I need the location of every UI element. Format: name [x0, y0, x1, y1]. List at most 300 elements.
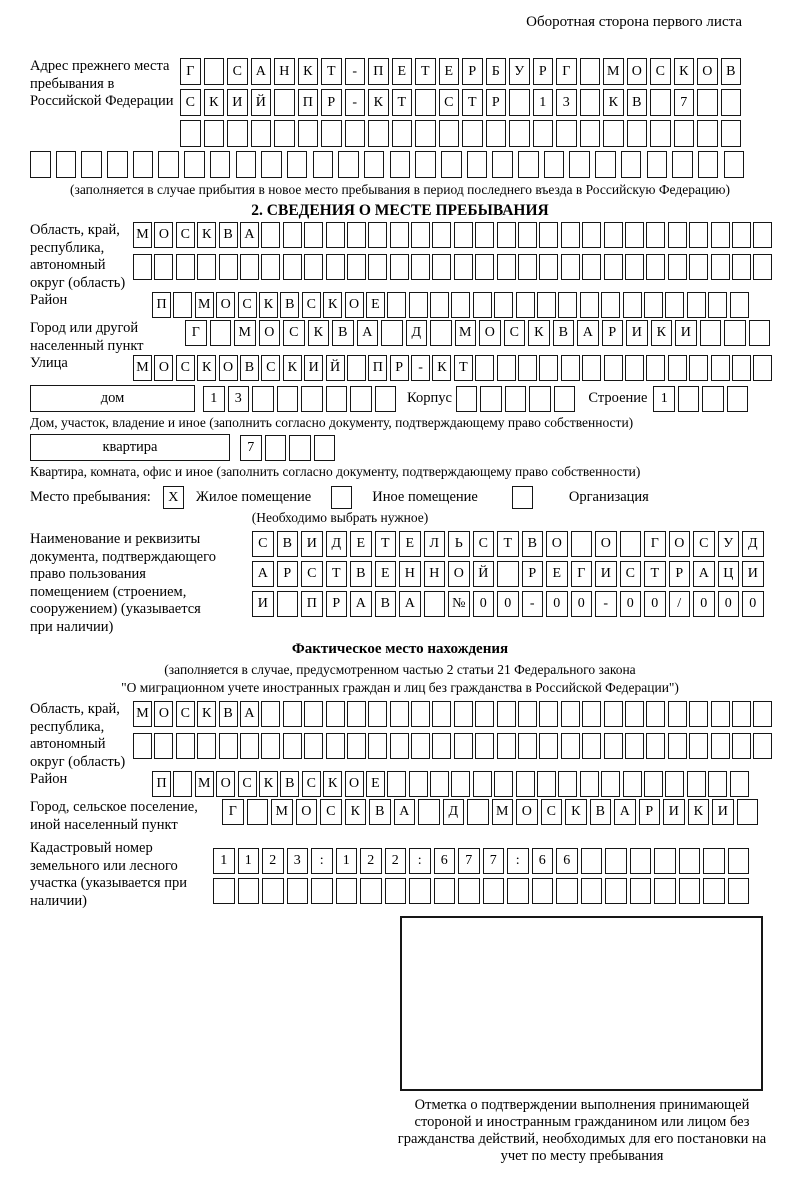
char-cell[interactable]: Е [350, 531, 372, 557]
char-cell[interactable] [277, 386, 299, 412]
char-cell[interactable]: - [595, 591, 617, 617]
char-cell[interactable]: И [663, 799, 685, 825]
char-cell[interactable]: 1 [653, 386, 675, 412]
char-cell[interactable] [347, 254, 366, 280]
char-cell[interactable] [133, 151, 154, 178]
char-cell[interactable] [689, 733, 708, 759]
char-cell[interactable] [518, 355, 537, 381]
char-cell[interactable] [727, 386, 749, 412]
char-cell[interactable]: С [238, 292, 257, 318]
char-cell[interactable] [368, 222, 387, 248]
char-cell[interactable]: О [627, 58, 648, 85]
char-cell[interactable] [210, 151, 231, 178]
char-cell[interactable] [605, 878, 627, 904]
char-cell[interactable]: : [409, 848, 431, 874]
char-cell[interactable] [454, 222, 473, 248]
char-cell[interactable] [678, 386, 700, 412]
char-cell[interactable] [467, 799, 489, 825]
char-cell[interactable]: О [345, 771, 364, 797]
char-cell[interactable] [411, 701, 430, 727]
char-cell[interactable]: Р [321, 89, 342, 116]
char-cell[interactable]: У [718, 531, 740, 557]
char-cell[interactable] [261, 733, 280, 759]
char-cell[interactable] [604, 701, 623, 727]
char-cell[interactable]: Л [424, 531, 446, 557]
char-cell[interactable]: С [176, 222, 195, 248]
char-cell[interactable]: П [152, 292, 171, 318]
char-cell[interactable] [475, 222, 494, 248]
char-cell[interactable] [580, 771, 599, 797]
char-cell[interactable] [582, 254, 601, 280]
char-cell[interactable]: К [603, 89, 624, 116]
char-cell[interactable] [390, 701, 409, 727]
char-cell[interactable] [261, 254, 280, 280]
char-cell[interactable] [646, 254, 665, 280]
char-cell[interactable] [703, 848, 725, 874]
char-cell[interactable] [451, 292, 470, 318]
char-cell[interactable] [180, 120, 201, 147]
char-cell[interactable] [625, 254, 644, 280]
char-cell[interactable]: И [227, 89, 248, 116]
char-cell[interactable] [432, 254, 451, 280]
char-cell[interactable] [654, 848, 676, 874]
char-cell[interactable]: - [345, 58, 366, 85]
char-cell[interactable] [81, 151, 102, 178]
char-cell[interactable]: О [345, 292, 364, 318]
char-cell[interactable] [197, 254, 216, 280]
char-cell[interactable]: А [357, 320, 379, 346]
char-cell[interactable]: В [627, 89, 648, 116]
char-cell[interactable] [236, 151, 257, 178]
char-cell[interactable] [533, 120, 554, 147]
char-cell[interactable] [697, 120, 718, 147]
char-cell[interactable] [368, 701, 387, 727]
char-cell[interactable]: Е [399, 531, 421, 557]
char-cell[interactable]: Т [415, 58, 436, 85]
char-cell[interactable]: О [595, 531, 617, 557]
char-cell[interactable] [581, 878, 603, 904]
char-cell[interactable]: К [323, 771, 342, 797]
char-cell[interactable]: : [507, 848, 529, 874]
char-cell[interactable]: 2 [262, 848, 284, 874]
char-cell[interactable]: Р [522, 561, 544, 587]
char-cell[interactable]: 7 [458, 848, 480, 874]
char-cell[interactable] [689, 254, 708, 280]
char-cell[interactable] [418, 799, 440, 825]
char-cell[interactable] [668, 733, 687, 759]
char-cell[interactable] [176, 254, 195, 280]
stay-type-checkbox-residential[interactable]: X [163, 486, 184, 509]
char-cell[interactable]: С [176, 701, 195, 727]
char-cell[interactable] [753, 355, 772, 381]
char-cell[interactable]: О [154, 355, 173, 381]
char-cell[interactable] [467, 151, 488, 178]
char-cell[interactable] [497, 222, 516, 248]
char-cell[interactable] [411, 733, 430, 759]
char-cell[interactable] [561, 733, 580, 759]
char-cell[interactable] [721, 120, 742, 147]
char-cell[interactable]: Д [326, 531, 348, 557]
char-cell[interactable] [539, 701, 558, 727]
char-cell[interactable] [441, 151, 462, 178]
char-cell[interactable]: Н [424, 561, 446, 587]
char-cell[interactable] [381, 320, 403, 346]
char-cell[interactable]: В [240, 355, 259, 381]
char-cell[interactable]: К [283, 355, 302, 381]
char-cell[interactable]: И [742, 561, 764, 587]
char-cell[interactable]: Т [454, 355, 473, 381]
char-cell[interactable] [732, 254, 751, 280]
char-cell[interactable] [580, 58, 601, 85]
char-cell[interactable] [497, 701, 516, 727]
char-cell[interactable]: К [368, 89, 389, 116]
char-cell[interactable] [582, 733, 601, 759]
char-cell[interactable]: - [411, 355, 430, 381]
char-cell[interactable]: П [152, 771, 171, 797]
char-cell[interactable]: М [195, 292, 214, 318]
char-cell[interactable]: Н [399, 561, 421, 587]
char-cell[interactable] [492, 151, 513, 178]
char-cell[interactable] [558, 771, 577, 797]
char-cell[interactable] [532, 878, 554, 904]
char-cell[interactable] [347, 222, 366, 248]
char-cell[interactable] [646, 222, 665, 248]
char-cell[interactable] [561, 355, 580, 381]
char-cell[interactable]: С [302, 771, 321, 797]
char-cell[interactable] [368, 254, 387, 280]
char-cell[interactable]: Е [439, 58, 460, 85]
char-cell[interactable]: - [522, 591, 544, 617]
char-cell[interactable] [415, 89, 436, 116]
char-cell[interactable]: / [669, 591, 691, 617]
char-cell[interactable]: 0 [497, 591, 519, 617]
char-cell[interactable]: Р [639, 799, 661, 825]
char-cell[interactable]: Г [222, 799, 244, 825]
char-cell[interactable] [561, 254, 580, 280]
char-cell[interactable] [732, 733, 751, 759]
char-cell[interactable]: И [252, 591, 274, 617]
char-cell[interactable] [385, 878, 407, 904]
char-cell[interactable]: В [332, 320, 354, 346]
char-cell[interactable]: К [674, 58, 695, 85]
char-cell[interactable]: К [528, 320, 550, 346]
char-cell[interactable]: 7 [674, 89, 695, 116]
char-cell[interactable]: П [368, 58, 389, 85]
char-cell[interactable]: М [603, 58, 624, 85]
char-cell[interactable]: О [697, 58, 718, 85]
char-cell[interactable] [326, 733, 345, 759]
char-cell[interactable]: Е [366, 292, 385, 318]
char-cell[interactable] [326, 222, 345, 248]
char-cell[interactable]: И [675, 320, 697, 346]
char-cell[interactable]: А [577, 320, 599, 346]
char-cell[interactable]: В [522, 531, 544, 557]
char-cell[interactable] [261, 151, 282, 178]
char-cell[interactable] [689, 701, 708, 727]
char-cell[interactable]: М [195, 771, 214, 797]
char-cell[interactable]: К [345, 799, 367, 825]
char-cell[interactable] [158, 151, 179, 178]
char-cell[interactable] [289, 435, 311, 461]
char-cell[interactable] [668, 355, 687, 381]
char-cell[interactable]: Н [274, 58, 295, 85]
char-cell[interactable]: П [368, 355, 387, 381]
char-cell[interactable]: М [492, 799, 514, 825]
char-cell[interactable]: Д [406, 320, 428, 346]
char-cell[interactable] [390, 151, 411, 178]
char-cell[interactable] [561, 701, 580, 727]
char-cell[interactable]: С [176, 355, 195, 381]
char-cell[interactable] [497, 733, 516, 759]
char-cell[interactable]: С [227, 58, 248, 85]
char-cell[interactable] [311, 878, 333, 904]
char-cell[interactable] [277, 591, 299, 617]
char-cell[interactable] [604, 222, 623, 248]
char-cell[interactable]: А [394, 799, 416, 825]
char-cell[interactable] [623, 292, 642, 318]
char-cell[interactable]: 3 [287, 848, 309, 874]
char-cell[interactable] [537, 292, 556, 318]
char-cell[interactable]: У [509, 58, 530, 85]
char-cell[interactable]: К [197, 701, 216, 727]
char-cell[interactable]: А [240, 701, 259, 727]
char-cell[interactable] [411, 254, 430, 280]
char-cell[interactable] [644, 771, 663, 797]
char-cell[interactable] [558, 292, 577, 318]
char-cell[interactable]: В [219, 222, 238, 248]
char-cell[interactable] [497, 561, 519, 587]
char-cell[interactable]: В [553, 320, 575, 346]
char-cell[interactable] [646, 355, 665, 381]
char-cell[interactable]: В [369, 799, 391, 825]
char-cell[interactable] [625, 355, 644, 381]
char-cell[interactable] [518, 701, 537, 727]
char-cell[interactable] [556, 878, 578, 904]
char-cell[interactable]: Т [326, 561, 348, 587]
char-cell[interactable] [314, 435, 336, 461]
char-cell[interactable] [483, 878, 505, 904]
char-cell[interactable] [580, 89, 601, 116]
char-cell[interactable] [630, 848, 652, 874]
char-cell[interactable]: К [259, 771, 278, 797]
char-cell[interactable]: Г [571, 561, 593, 587]
char-cell[interactable]: 1 [213, 848, 235, 874]
stay-type-checkbox-organization[interactable] [512, 486, 533, 509]
char-cell[interactable] [623, 771, 642, 797]
char-cell[interactable] [430, 292, 449, 318]
char-cell[interactable] [176, 733, 195, 759]
char-cell[interactable] [247, 799, 269, 825]
char-cell[interactable] [473, 771, 492, 797]
char-cell[interactable]: О [216, 292, 235, 318]
char-cell[interactable] [687, 771, 706, 797]
char-cell[interactable]: К [308, 320, 330, 346]
char-cell[interactable] [650, 120, 671, 147]
char-cell[interactable]: Т [644, 561, 666, 587]
char-cell[interactable] [539, 355, 558, 381]
char-cell[interactable] [204, 58, 225, 85]
char-cell[interactable]: 6 [556, 848, 578, 874]
char-cell[interactable]: С [283, 320, 305, 346]
char-cell[interactable] [56, 151, 77, 178]
char-cell[interactable]: О [516, 799, 538, 825]
char-cell[interactable] [753, 733, 772, 759]
char-cell[interactable]: 3 [228, 386, 250, 412]
char-cell[interactable]: О [259, 320, 281, 346]
char-cell[interactable] [326, 701, 345, 727]
char-cell[interactable] [582, 355, 601, 381]
char-cell[interactable] [238, 878, 260, 904]
char-cell[interactable]: Д [443, 799, 465, 825]
char-cell[interactable]: К [432, 355, 451, 381]
char-cell[interactable] [753, 222, 772, 248]
char-cell[interactable]: С [320, 799, 342, 825]
char-cell[interactable] [219, 733, 238, 759]
char-cell[interactable]: С [439, 89, 460, 116]
char-cell[interactable]: 0 [644, 591, 666, 617]
char-cell[interactable] [475, 733, 494, 759]
char-cell[interactable]: : [311, 848, 333, 874]
char-cell[interactable] [287, 151, 308, 178]
char-cell[interactable] [571, 531, 593, 557]
char-cell[interactable] [646, 733, 665, 759]
char-cell[interactable] [265, 435, 287, 461]
char-cell[interactable]: Р [326, 591, 348, 617]
char-cell[interactable] [518, 733, 537, 759]
char-cell[interactable]: М [133, 355, 152, 381]
char-cell[interactable]: И [626, 320, 648, 346]
char-cell[interactable] [252, 386, 274, 412]
char-cell[interactable] [601, 292, 620, 318]
char-cell[interactable]: П [298, 89, 319, 116]
char-cell[interactable] [287, 878, 309, 904]
char-cell[interactable] [668, 222, 687, 248]
char-cell[interactable] [494, 771, 513, 797]
char-cell[interactable] [703, 878, 725, 904]
char-cell[interactable]: К [651, 320, 673, 346]
char-cell[interactable]: О [219, 355, 238, 381]
char-cell[interactable] [430, 771, 449, 797]
char-cell[interactable]: С [620, 561, 642, 587]
char-cell[interactable] [569, 151, 590, 178]
char-cell[interactable] [430, 320, 452, 346]
char-cell[interactable] [711, 254, 730, 280]
char-cell[interactable]: 1 [203, 386, 225, 412]
char-cell[interactable]: С [180, 89, 201, 116]
char-cell[interactable] [674, 120, 695, 147]
char-cell[interactable] [360, 878, 382, 904]
char-cell[interactable]: 0 [742, 591, 764, 617]
char-cell[interactable]: О [448, 561, 470, 587]
char-cell[interactable]: Р [277, 561, 299, 587]
char-cell[interactable] [345, 120, 366, 147]
char-cell[interactable] [654, 878, 676, 904]
char-cell[interactable] [368, 120, 389, 147]
char-cell[interactable] [439, 120, 460, 147]
char-cell[interactable] [475, 701, 494, 727]
char-cell[interactable]: А [240, 222, 259, 248]
char-cell[interactable] [486, 120, 507, 147]
char-cell[interactable] [262, 878, 284, 904]
char-cell[interactable] [581, 848, 603, 874]
char-cell[interactable] [679, 848, 701, 874]
char-cell[interactable]: Т [321, 58, 342, 85]
char-cell[interactable] [711, 701, 730, 727]
char-cell[interactable] [304, 254, 323, 280]
char-cell[interactable] [409, 771, 428, 797]
char-cell[interactable]: 1 [533, 89, 554, 116]
char-cell[interactable]: Р [486, 89, 507, 116]
char-cell[interactable] [210, 320, 232, 346]
char-cell[interactable]: Й [251, 89, 272, 116]
char-cell[interactable]: 6 [532, 848, 554, 874]
char-cell[interactable] [364, 151, 385, 178]
char-cell[interactable]: В [375, 591, 397, 617]
char-cell[interactable] [347, 701, 366, 727]
char-cell[interactable]: А [614, 799, 636, 825]
char-cell[interactable] [326, 254, 345, 280]
char-cell[interactable]: К [197, 222, 216, 248]
char-cell[interactable]: Т [497, 531, 519, 557]
char-cell[interactable] [274, 120, 295, 147]
char-cell[interactable]: М [271, 799, 293, 825]
char-cell[interactable] [708, 771, 727, 797]
char-cell[interactable] [30, 151, 51, 178]
char-cell[interactable]: В [219, 701, 238, 727]
char-cell[interactable] [409, 292, 428, 318]
char-cell[interactable]: М [133, 222, 152, 248]
char-cell[interactable]: Е [392, 58, 413, 85]
char-cell[interactable]: Р [462, 58, 483, 85]
char-cell[interactable] [350, 386, 372, 412]
char-cell[interactable]: П [301, 591, 323, 617]
char-cell[interactable] [732, 355, 751, 381]
char-cell[interactable] [240, 254, 259, 280]
char-cell[interactable] [621, 151, 642, 178]
char-cell[interactable] [604, 355, 623, 381]
char-cell[interactable] [539, 222, 558, 248]
char-cell[interactable] [301, 386, 323, 412]
char-cell[interactable]: 1 [238, 848, 260, 874]
char-cell[interactable]: Д [742, 531, 764, 557]
char-cell[interactable] [390, 254, 409, 280]
char-cell[interactable] [630, 878, 652, 904]
char-cell[interactable]: С [504, 320, 526, 346]
char-cell[interactable] [601, 771, 620, 797]
char-cell[interactable] [665, 292, 684, 318]
char-cell[interactable] [650, 89, 671, 116]
char-cell[interactable]: И [712, 799, 734, 825]
char-cell[interactable]: К [565, 799, 587, 825]
char-cell[interactable] [689, 222, 708, 248]
char-cell[interactable] [539, 254, 558, 280]
char-cell[interactable]: - [345, 89, 366, 116]
char-cell[interactable] [451, 771, 470, 797]
char-cell[interactable] [728, 878, 750, 904]
char-cell[interactable] [604, 254, 623, 280]
char-cell[interactable]: С [301, 561, 323, 587]
char-cell[interactable] [595, 151, 616, 178]
char-cell[interactable] [700, 320, 722, 346]
char-cell[interactable] [283, 733, 302, 759]
char-cell[interactable]: И [301, 531, 323, 557]
char-cell[interactable]: С [473, 531, 495, 557]
char-cell[interactable]: О [154, 701, 173, 727]
char-cell[interactable]: 7 [240, 435, 262, 461]
char-cell[interactable] [454, 254, 473, 280]
char-cell[interactable] [313, 151, 334, 178]
char-cell[interactable]: В [721, 58, 742, 85]
